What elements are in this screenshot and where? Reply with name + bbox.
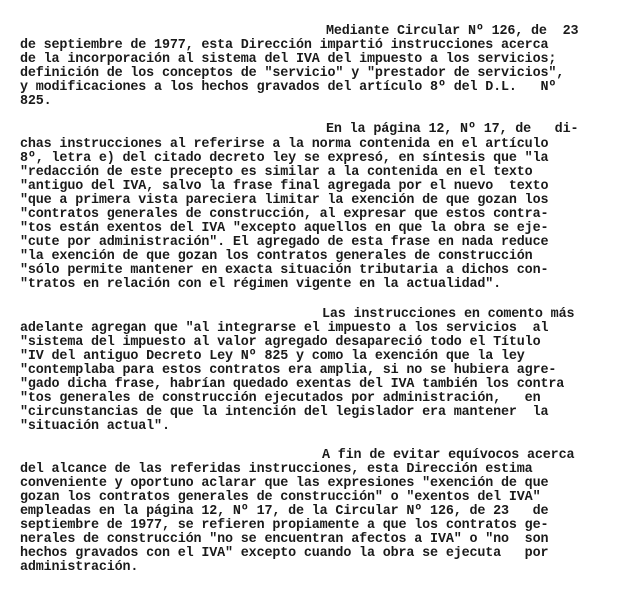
text-line: "sólo permite mantener en exacta situación tributaria a dichos con- bbox=[20, 263, 549, 278]
text-line: definición de los conceptos de "servicio" y "prestador de servicios", bbox=[20, 66, 565, 81]
text-line: "la exención de que gozan los contratos generales de construcción bbox=[20, 249, 533, 264]
text-line: empleadas en la página 12, Nº 17, de la Circular Nº 126, de 23 de bbox=[20, 504, 549, 519]
text-line: "antiguo del IVA, salvo la frase final agregada por el nuevo texto bbox=[20, 179, 549, 194]
text-line: y modificaciones a los hechos gravados del artículo 8º del D.L. Nº bbox=[20, 80, 557, 95]
text-line: administración. bbox=[20, 560, 139, 575]
text-line: adelante agregan que "al integrarse el impuesto a los servicios al bbox=[20, 321, 549, 336]
text-line: 825. bbox=[20, 94, 52, 109]
text-line: "situación actual". bbox=[20, 419, 170, 434]
text-line: septiembre de 1977, se refieren propiamente a que los contratos ge- bbox=[20, 518, 549, 533]
text-line: "contratos generales de construcción, al expresar que estos contra- bbox=[20, 207, 549, 222]
text-line: "IV del antiguo Decreto Ley Nº 825 y como la exención que la ley bbox=[20, 349, 525, 364]
text-line: A fin de evitar equívocos acerca bbox=[322, 448, 575, 463]
text-line: conveniente y oportuno aclarar que las expresiones "exención de que bbox=[20, 476, 549, 491]
text-line: nerales de construcción "no se encuentran afectos a IVA" o "no son bbox=[20, 532, 549, 547]
text-line: "circunstancias de que la intención del legislador era mantener la bbox=[20, 405, 549, 420]
text-line: "tos están exentos del IVA "excepto aquellos en que la obra se eje- bbox=[20, 221, 549, 236]
text-line: hechos gravados con el IVA" excepto cuando la obra se ejecuta por bbox=[20, 546, 549, 561]
text-line: "que a primera vista pareciera limitar la exención de que gozan los bbox=[20, 193, 549, 208]
text-line: "sistema del impuesto al valor agregado desapareció todo el Título bbox=[20, 335, 541, 350]
text-line: En la página 12, Nº 17, de di- bbox=[326, 122, 579, 137]
text-line: "tos generales de construcción ejecutados por administración, en bbox=[20, 391, 541, 406]
text-line: de septiembre de 1977, esta Dirección impartió instrucciones acerca bbox=[20, 38, 549, 53]
text-line: "gado dicha frase, habrían quedado exentas del IVA también los contra bbox=[20, 377, 565, 392]
text-line: "cute por administración". El agregado de esta frase en nada reduce bbox=[20, 235, 549, 250]
text-line: Mediante Circular Nº 126, de 23 bbox=[326, 24, 579, 39]
text-line: "contemplaba para estos contratos era amplia, si no se hubiera agre- bbox=[20, 363, 557, 378]
text-line: Las instrucciones en comento más bbox=[322, 307, 575, 322]
text-line: del alcance de las referidas instrucciones, esta Dirección estima bbox=[20, 462, 533, 477]
text-line: de la incorporación al sistema del IVA del impuesto a los servicios; bbox=[20, 52, 557, 67]
text-line: 8º, letra e) del citado decreto ley se expresó, en síntesis que "la bbox=[20, 151, 549, 166]
text-line: "tratos en relación con el régimen vigente en la actualidad". bbox=[20, 277, 502, 292]
text-line: chas instrucciones al referirse a la norma contenida en el artículo bbox=[20, 137, 549, 152]
text-line: "redacción de este precepto es similar a la contenida en el texto bbox=[20, 165, 533, 180]
text-line: gozan los contratos generales de construcción" o "exentos del IVA" bbox=[20, 490, 541, 505]
